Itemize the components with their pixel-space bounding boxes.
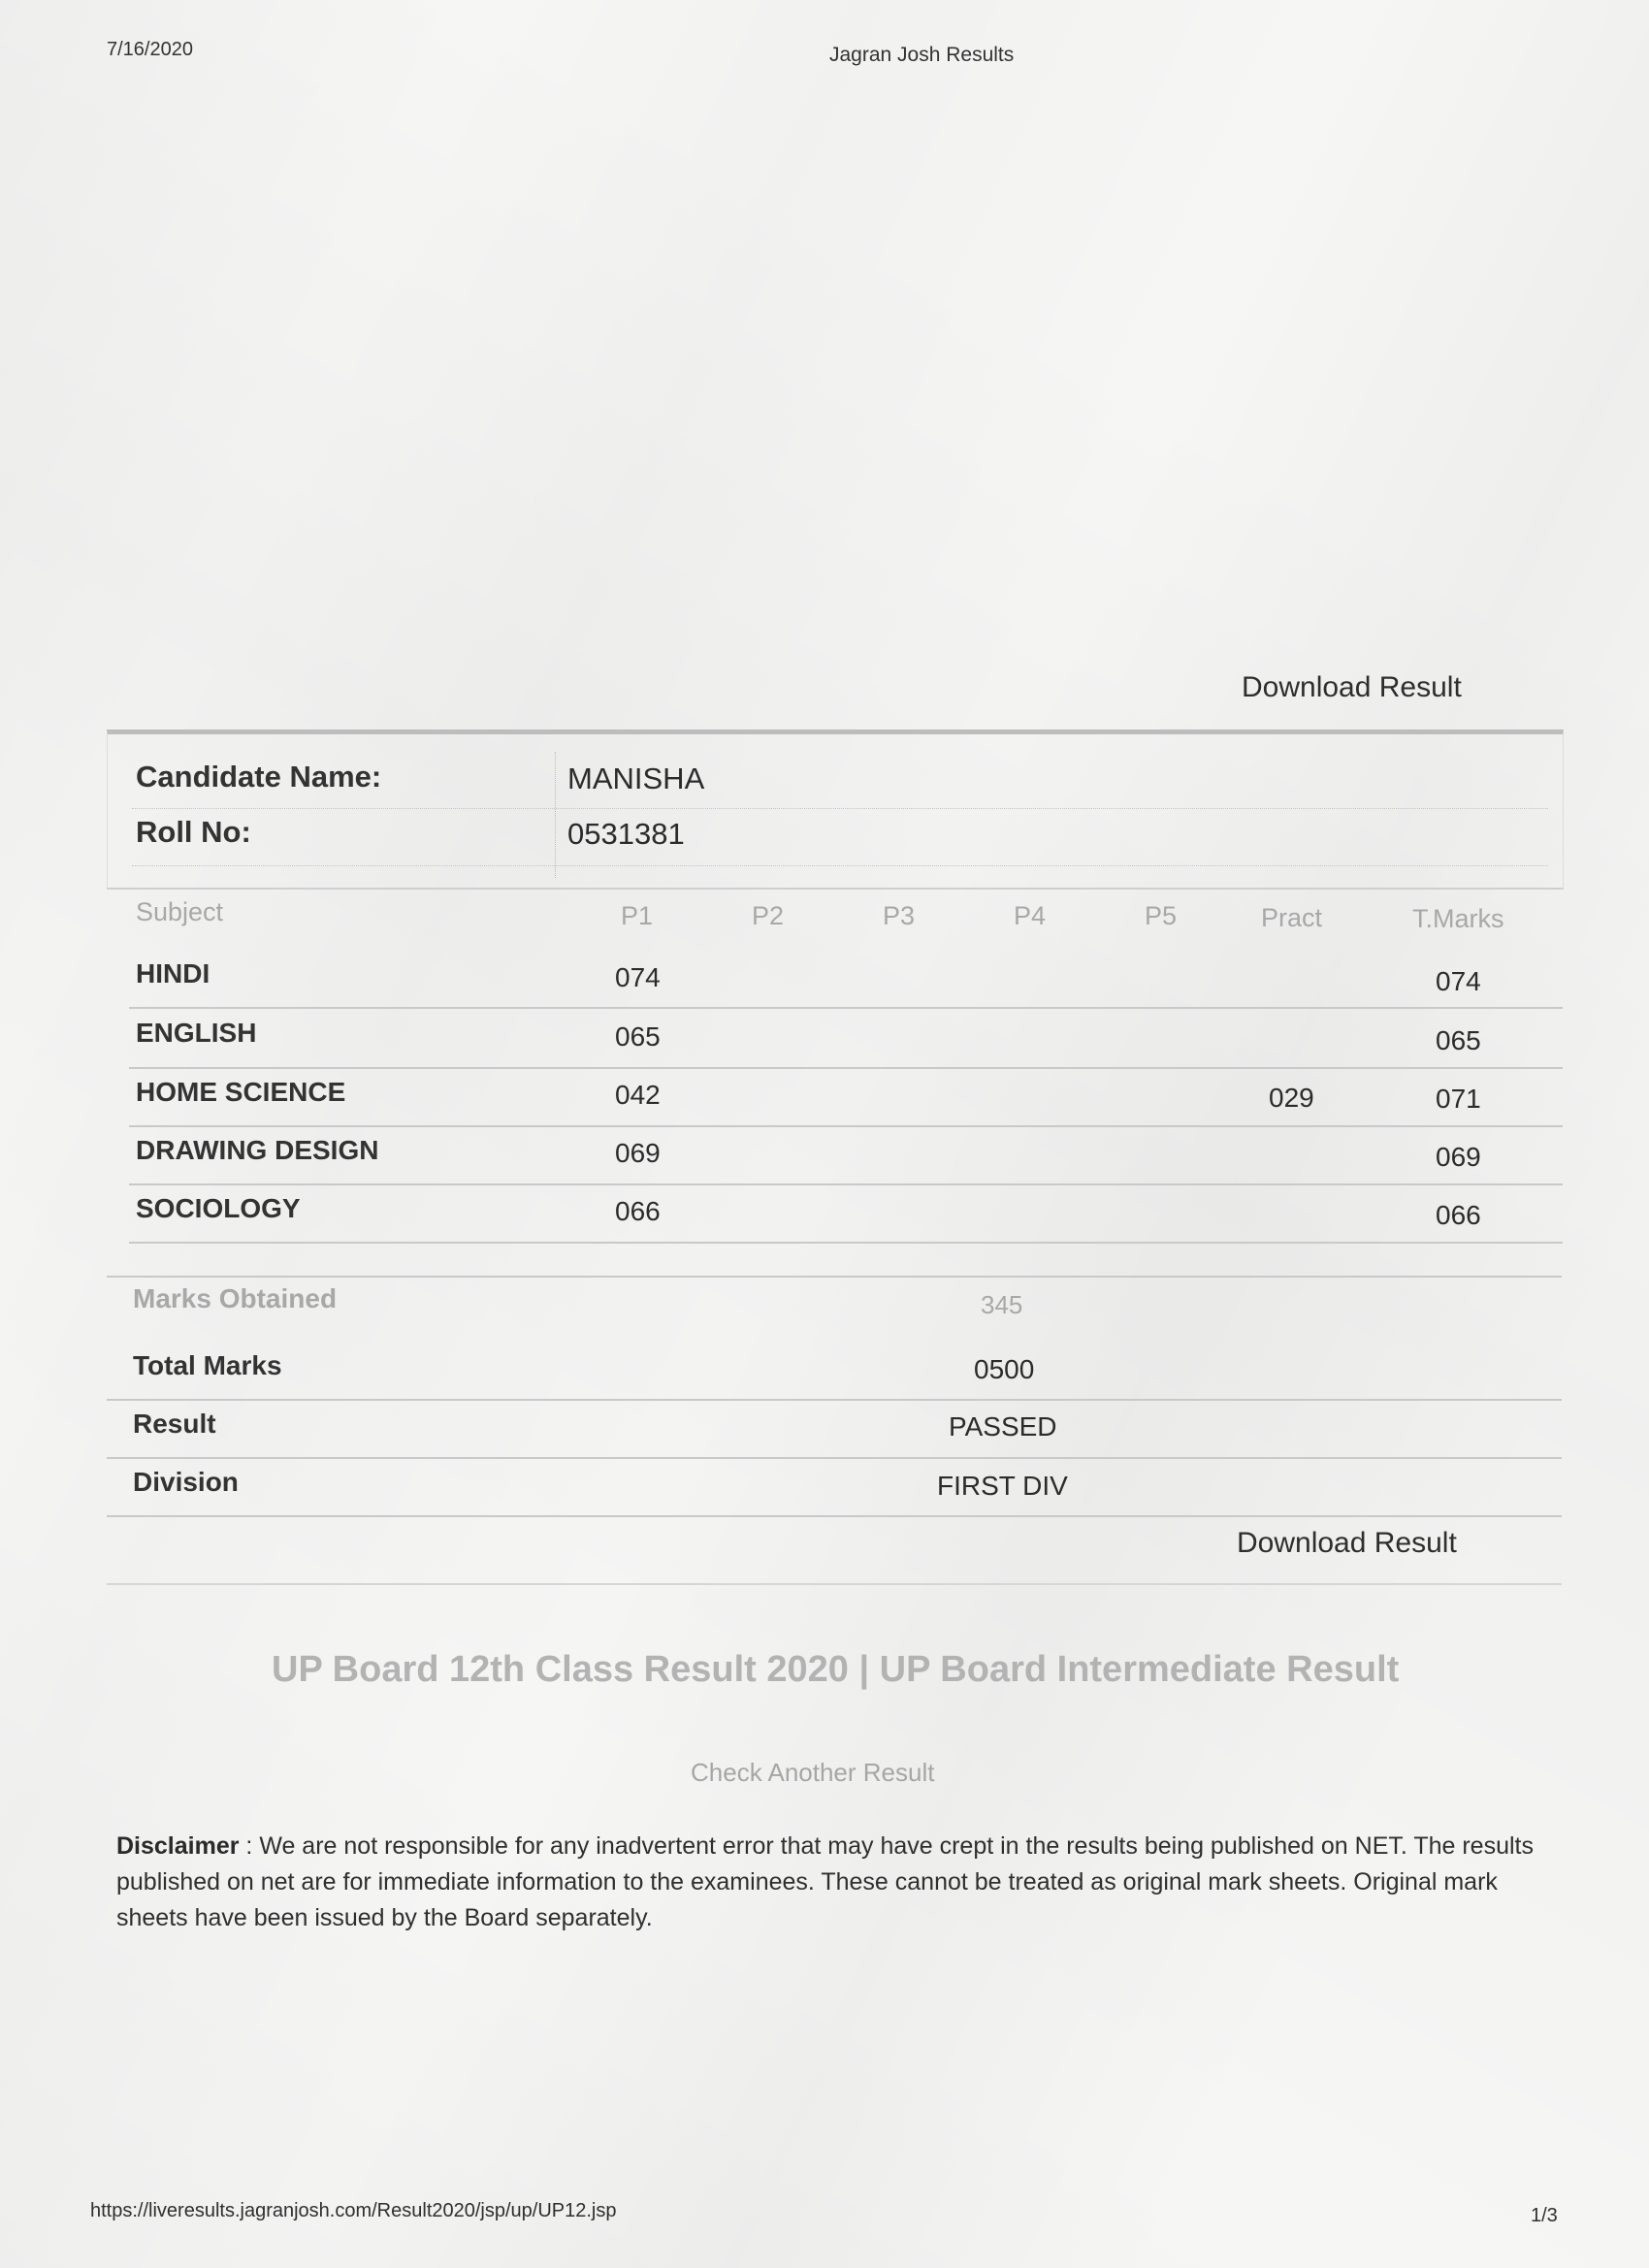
col-header-total: T.Marks [1412,904,1504,933]
mark-total: 071 [1436,1084,1481,1114]
candidate-name-value: MANISHA [567,761,705,795]
col-header-p5: P5 [1145,901,1178,930]
summary-row-separator [107,1515,1562,1517]
mark-p1: 065 [615,1021,661,1052]
mark-p1: 042 [615,1080,661,1110]
marks-obtained-label: Marks Obtained [133,1283,338,1313]
subject-name: DRAWING DESIGN [136,1135,379,1165]
print-date: 7/16/2020 [107,39,193,60]
mark-p1: 066 [615,1196,661,1226]
subject-name: HOME SCIENCE [136,1077,346,1107]
disclaimer-label: Disclaimer [116,1832,240,1860]
col-header-subject: Subject [136,897,224,926]
table-row-separator [129,1242,1563,1244]
subject-name: ENGLISH [136,1018,257,1048]
mark-total: 069 [1436,1142,1481,1172]
subject-name: SOCIOLOGY [136,1193,301,1223]
subject-name: HINDI [136,958,210,988]
roll-no-label: Roll No: [136,815,251,849]
disclaimer-separator: : [239,1832,260,1860]
table-row-separator [129,1067,1563,1069]
roll-no-value: 0531381 [567,817,685,851]
col-header-p4: P4 [1014,901,1047,930]
mark-total: 066 [1436,1200,1481,1230]
print-site-title: Jagran Josh Results [829,44,1015,66]
mark-pract: 029 [1269,1083,1314,1113]
disclaimer [116,1829,1542,1936]
total-marks-label: Total Marks [133,1350,282,1380]
col-header-pract: Pract [1261,903,1323,932]
candidate-name-label: Candidate Name: [136,760,382,794]
summary-row-separator [107,1457,1562,1459]
mark-p1: 069 [615,1138,661,1168]
result-value: PASSED [949,1411,1057,1442]
division-value: FIRST DIV [937,1471,1068,1501]
download-result-link-bottom[interactable]: Download Result [1237,1527,1457,1559]
disclaimer-text: We are not responsible for any inadvertent error that may have crept in the results being published on NET. The results published on net are for immediate information to the examinees. These cannot be treated as original mark sheets. Original mark sheets have been issued by the Board separately. [116,1832,1534,1931]
candidate-box-divider [555,752,557,878]
check-another-result-link[interactable]: Check Another Result [691,1758,935,1787]
total-marks-value: 0500 [974,1354,1035,1384]
mark-total: 065 [1436,1025,1481,1055]
table-row-separator [107,1276,1562,1278]
candidate-row-separator [132,808,1548,809]
col-header-p1: P1 [621,901,654,930]
table-row-separator [129,1007,1563,1009]
division-label: Division [133,1467,239,1497]
result-label: Result [133,1409,216,1439]
candidate-info-box [107,729,1564,890]
table-row-separator [129,1183,1563,1185]
print-footer-url: https://liveresults.jagranjosh.com/Result2020/jsp/up/UP12.jsp [90,2200,617,2221]
col-header-p3: P3 [883,901,916,930]
marks-obtained-value: 345 [981,1290,1023,1319]
table-row-separator [129,1125,1563,1127]
mark-p1: 074 [615,962,661,992]
summary-row-separator [107,1399,1562,1401]
download-result-link-top[interactable]: Download Result [1242,671,1462,703]
col-header-p2: P2 [752,901,785,930]
section-separator [107,1583,1562,1585]
candidate-row-separator [132,865,1548,866]
mark-total: 074 [1436,966,1481,996]
page-title: UP Board 12th Class Result 2020 | UP Board Intermediate Result [272,1649,1400,1690]
print-page-number: 1/3 [1531,2205,1558,2226]
